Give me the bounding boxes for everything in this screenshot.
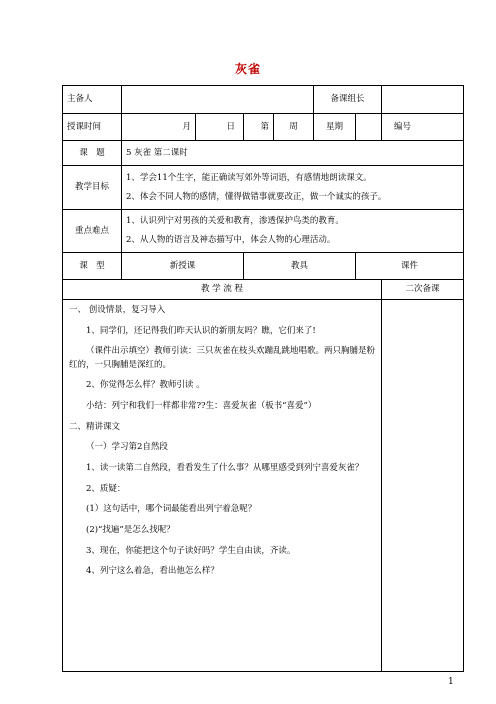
topic-value: 5 灰雀 第二课时 <box>122 141 464 166</box>
key-point-item: 2、从人物的语言及神态描写中，体会人物的心理活动。 <box>126 235 336 245</box>
page-number: 1 <box>448 677 454 687</box>
flow-paragraph: 小结：列宁和我们一样都非常??生：喜爱灰雀（板书“喜爱”） <box>86 400 317 411</box>
goal-item: 1、学会11个生字，能正确读写郊外等词语，有感情地朗读课文。 <box>126 172 372 183</box>
time-label: 授课时间 <box>63 114 122 141</box>
flow-paragraph: 4、列宁这么着急，看出他怎么样？ <box>86 566 219 577</box>
key-points-label: 重点难点 <box>63 210 122 253</box>
goals-list <box>122 166 464 210</box>
key-points-row <box>63 210 464 253</box>
lesson-plan-table <box>62 85 464 672</box>
preparer-row <box>63 86 464 114</box>
key-points-list <box>122 210 464 253</box>
second-prep-notes <box>382 300 464 672</box>
flow-paragraph: （一）学习第2自然段 <box>86 442 168 453</box>
flow-paragraph: (1）这句话中，哪个词最能看出列宁着急呢？ <box>86 504 257 515</box>
preparer-label: 主备人 <box>63 86 122 114</box>
flow-paragraph: 1、同学们，还记得我们昨天认识的新朋友吗？瞧，它们来了! <box>86 325 316 336</box>
document-title: 灰雀 <box>234 62 261 76</box>
flow-paragraph: 2、你觉得怎么样？教师引读 。 <box>86 380 205 391</box>
day-label: 日 <box>196 114 244 141</box>
week-suffix-label: 周 <box>274 114 314 141</box>
time-row <box>63 114 464 141</box>
key-point-item: 1、认识列宁对男孩的关爱和教育，渗透保护鸟类的教育。 <box>126 216 344 227</box>
flow-paragraph: 2、质疑： <box>86 483 126 494</box>
week-prefix-label: 第 <box>244 114 274 141</box>
tools-label: 教具 <box>244 253 356 280</box>
tools-value: 课件 <box>356 253 464 280</box>
weekday-value <box>356 114 382 141</box>
type-label: 课 型 <box>63 253 122 280</box>
flow-row <box>63 300 464 672</box>
flow-heading: 二、精讲课文 <box>69 421 121 432</box>
flow-paragraph: 1、读一读第二自然段，看看发生了什么事？从哪里感受到列宁喜爱灰雀？ <box>86 462 364 473</box>
flow-header-row <box>63 280 464 300</box>
number-label: 编号 <box>382 114 464 141</box>
flow-paragraph: （课件出示填空）教师引读：三只灰雀在枝头欢蹦乱跳地唱歌。两只胸脯是粉红的，一只胸脯是深红的。 <box>69 346 376 370</box>
topic-label: 课 题 <box>63 141 122 166</box>
weekday-label: 星期 <box>314 114 356 141</box>
group-leader-label: 备课组长 <box>314 86 382 114</box>
goals-row <box>63 166 464 210</box>
goals-label: 教学目标 <box>63 166 122 210</box>
type-value: 新授课 <box>122 253 244 280</box>
month-label: 月 <box>122 114 196 141</box>
type-row <box>63 253 464 280</box>
topic-row <box>63 141 464 166</box>
teaching-flow <box>63 300 382 672</box>
flow-paragraph: 3、现在，你能把这个句子读好吗？学生自由读，齐读。 <box>86 545 296 556</box>
group-leader-value <box>382 86 464 114</box>
flow-header: 教 学 流 程 <box>63 280 382 300</box>
flow-paragraph: (2)“找遍”是怎么找呢？ <box>86 524 175 535</box>
preparer-value <box>122 86 314 114</box>
goal-item: 2、体会不同人物的感情，懂得做错事就要改正，做一个诚实的孩子。 <box>126 191 387 202</box>
second-prep-header: 二次备课 <box>382 280 464 300</box>
flow-heading: 一、 创设情景，复习导入 <box>69 305 166 315</box>
